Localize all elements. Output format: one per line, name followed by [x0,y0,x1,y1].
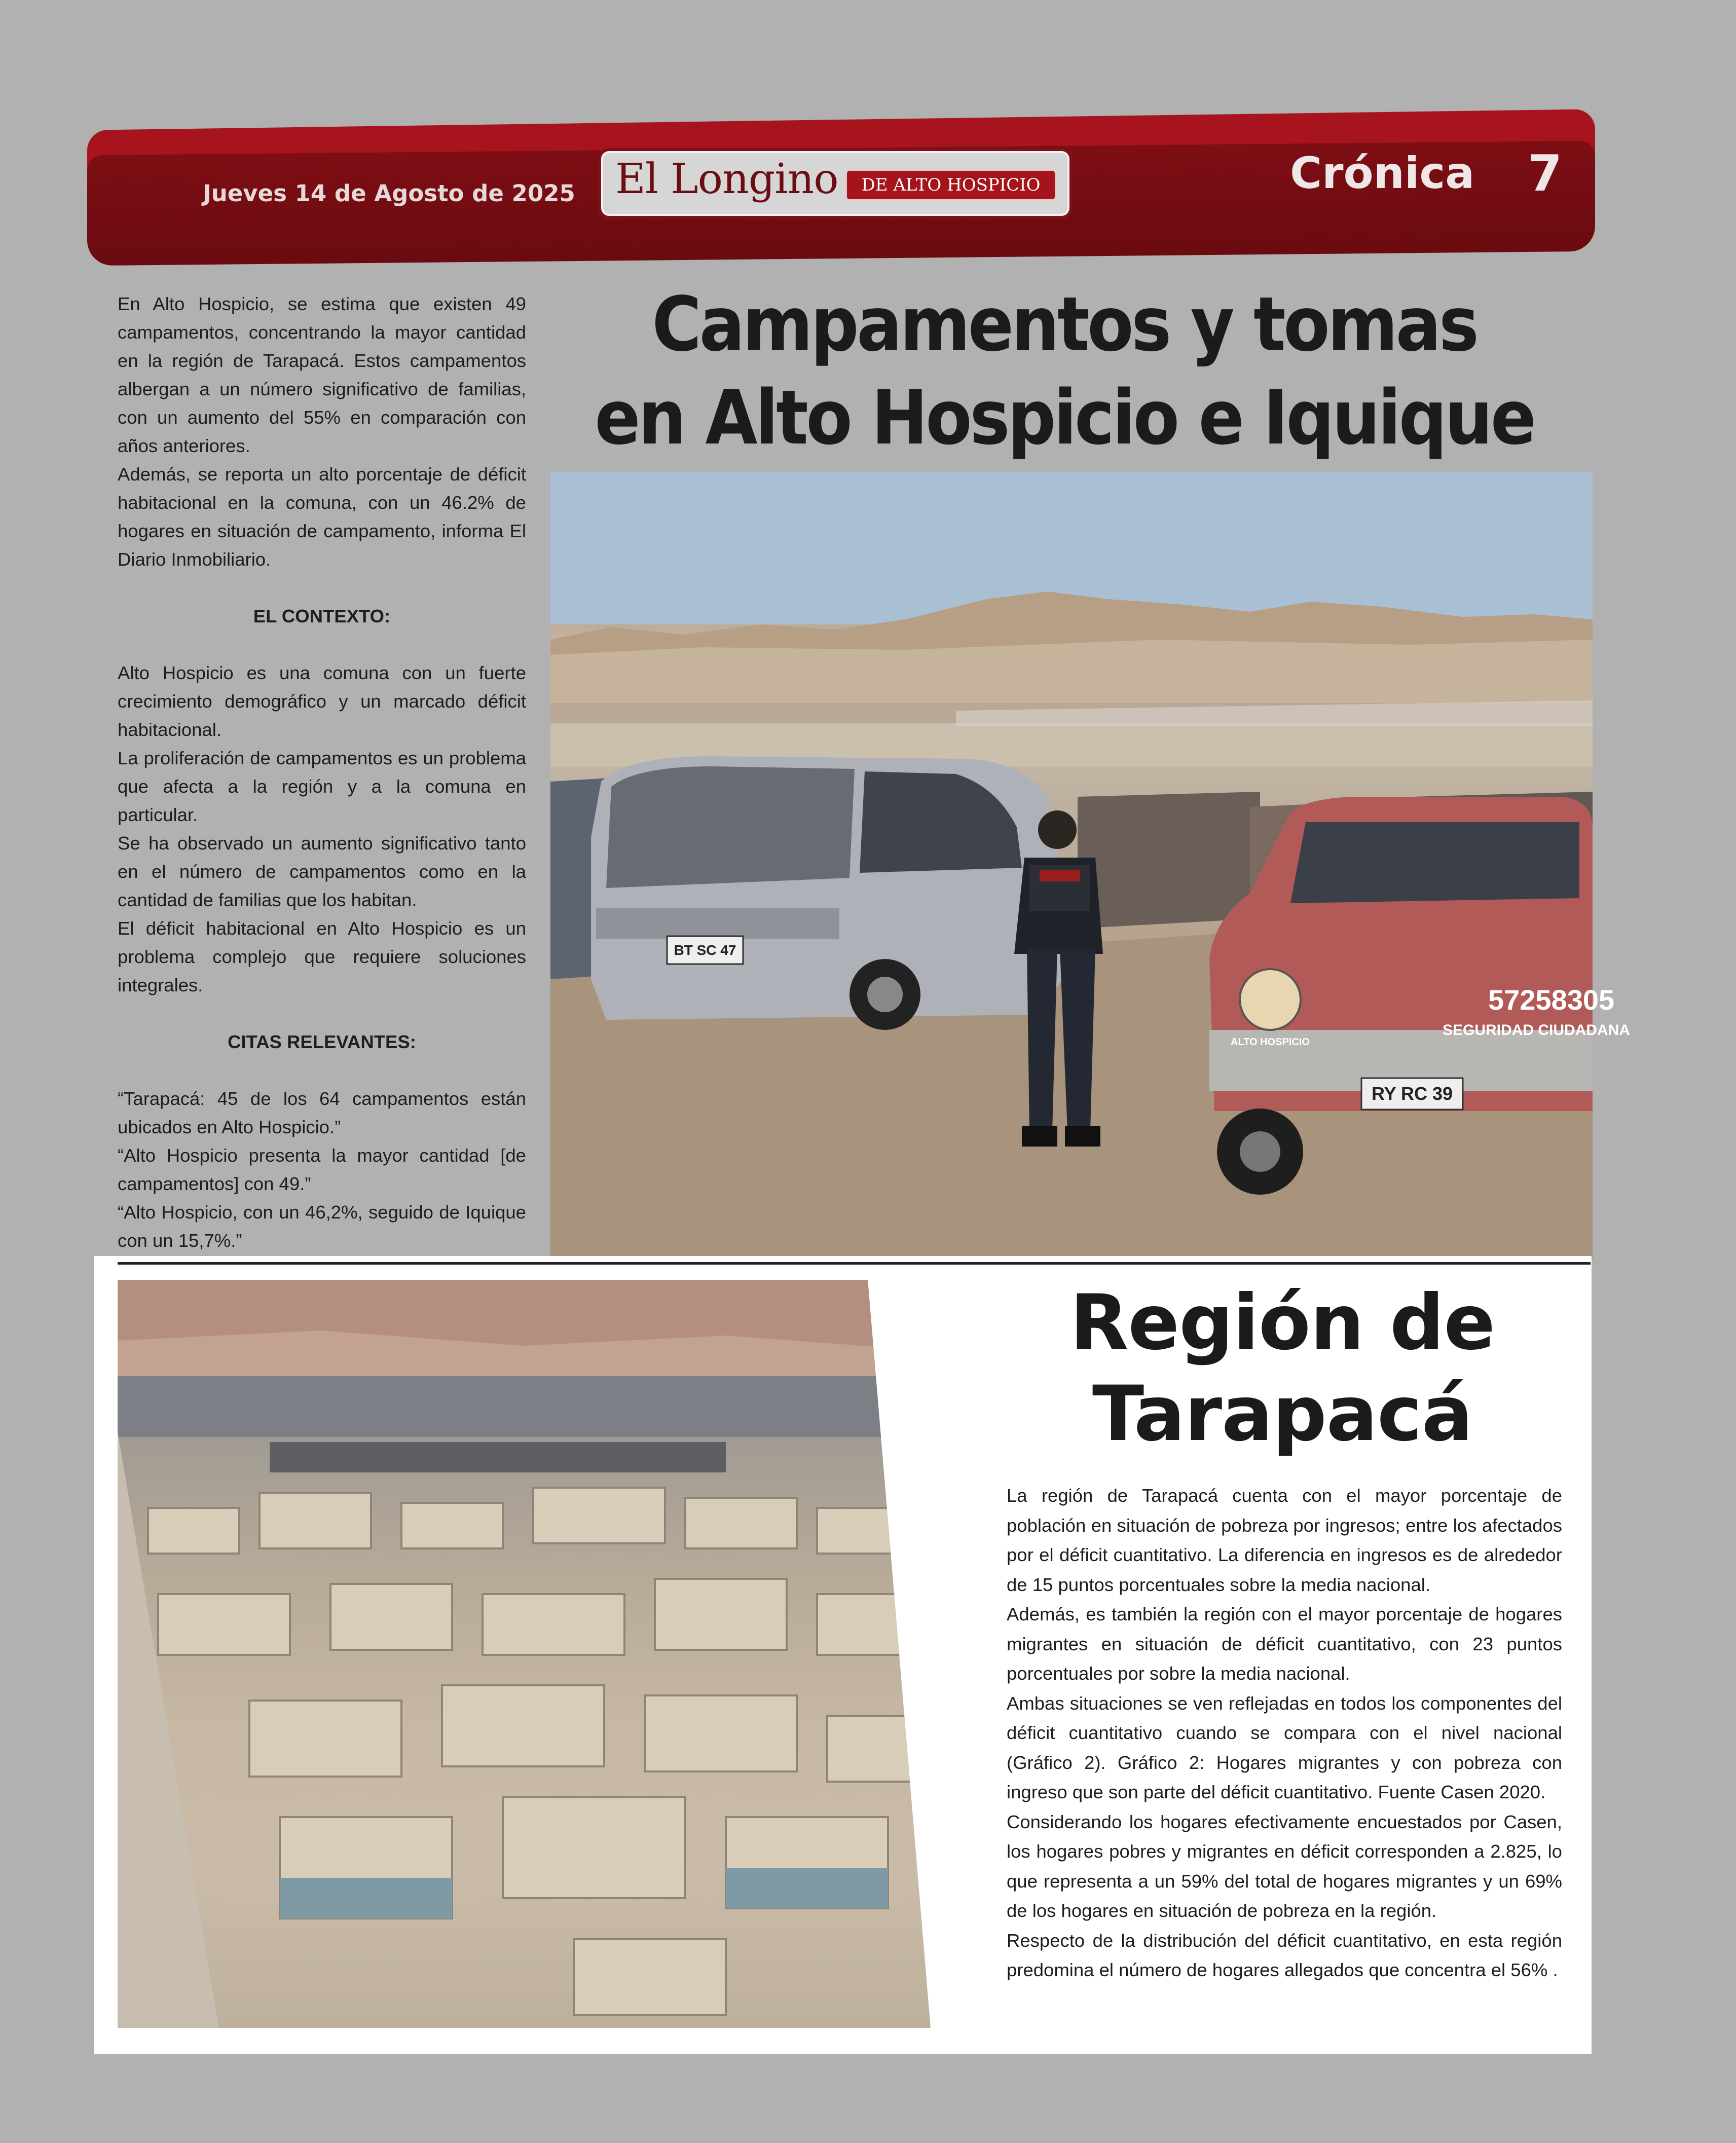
region-title [1004,1277,1561,1460]
logo-subtitle: DE ALTO HOSPICIO [845,169,1056,201]
region-text-column [1007,1481,1562,1985]
paragraph: El déficit habitacional en Alto Hospicio es un problema complejo que requiere soluciones integrales. [118,918,526,995]
paragraph: La región de Tarapacá cuenta con el mayor porcentaje de población en situación de pobreza por ingresos; entre los afectados por el déficit cuantitativo. La diferencia en ingresos es de alrededor de 15 puntos porcentuales sobre la media nacional. [1007,1485,1562,1595]
paragraph: Alto Hospicio es una comuna con un fuerte crecimiento demográfico y un marcado déficit habitacional. [118,662,526,740]
section-divider [118,1262,1591,1265]
silver-van [591,756,1062,1030]
paragraph: Además, se reporta un alto porcentaje de déficit habitacional en la comuna, con un 46.2% de hogares en situación de campamento, informa El Diario Inmobiliario. [118,464,526,570]
truck-label: SEGURIDAD CIUDADANA [1443,1022,1631,1039]
page-number: 7 [1528,145,1563,203]
paragraph: Respecto de la distribución del déficit cuantitativo, en esta región predomina el número de hogares allegados que concentra el 56% . [1007,1930,1562,1980]
truck-phone: 57258305 [1488,984,1615,1016]
van-plate: BT SC 47 [674,942,736,958]
camp-security-photo [550,472,1631,1259]
truck-brand: ALTO HOSPICIO [1231,1037,1310,1048]
quote: “Alto Hospicio presenta la mayor cantidad [de campamentos] con 49.” [118,1145,526,1194]
main-headline [595,278,1534,464]
subheading-quotes: CITAS RELEVANTES: [228,1031,416,1052]
headline-line-2: en Alto Hospicio e Iquique [595,374,1534,461]
section-name: Crónica [1290,148,1475,199]
camp-aerial-photo [118,1280,931,2028]
masthead-logo [598,148,1073,219]
subheading-context: EL CONTEXTO: [253,606,391,626]
headline-line-1: Campamentos y tomas [652,281,1477,368]
region-title-line-1: Región de [1069,1279,1495,1367]
paragraph: En Alto Hospicio, se estima que existen 49 campamentos, concentrando la mayor cantidad en la región de Tarapacá. Estos campamentos albergan a un número significativo de familias, con un aumento del 55% en comparación con años anteriores. [118,293,526,456]
issue-date: Jueves 14 de Agosto de 2025 [203,180,575,207]
region-title-line-2: Tarapacá [1092,1370,1473,1458]
paragraph: Además, es también la región con el mayor porcentaje de hogares migrantes en situación de déficit cuantitativo, con 23 puntos porcentuales por sobre la media nacional. [1007,1604,1562,1684]
quote: “Alto Hospicio, con un 46,2%, seguido de Iquique con un 15,7%.” [118,1202,526,1251]
quote: “Tarapacá: 45 de los 64 campamentos están ubicados en Alto Hospicio.” [118,1088,526,1137]
paragraph: Se ha observado un aumento significativo tanto en el número de campamentos como en la cantidad de familias que los habitan. [118,833,526,910]
paragraph: Considerando los hogares efectivamente encuestados por Casen, los hogares pobres y migrantes en déficit corresponden a 2.825, lo que representa a un 59% del total de hogares migrantes y un 69% de los hogares en situación de pobreza en la región. [1007,1811,1562,1921]
paragraph: La proliferación de campamentos es un problema que afecta a la región y a la comuna en particular. [118,748,526,825]
left-text-column [118,290,526,1255]
paragraph: Ambas situaciones se ven reflejadas en todos los componentes del déficit cuantitativo cuando se compara con el nivel nacional (Gráfico 2). Gráfico 2: Hogares migrantes y con pobreza con ingreso que son parte del déficit cuantitativo. Fuente Casen 2020. [1007,1692,1562,1802]
logo-name: El Longino [615,155,838,203]
truck-plate: RY RC 39 [1371,1083,1453,1104]
